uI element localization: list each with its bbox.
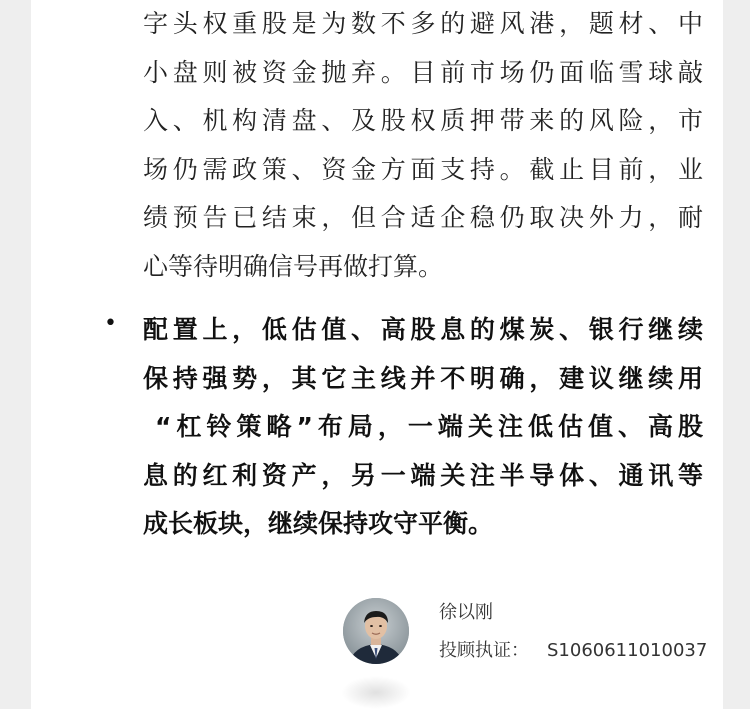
- text-line: 小盘则被资金抛弃。目前市场仍面临雪球敲: [143, 57, 703, 87]
- bullet-icon: •: [104, 311, 117, 336]
- portrait-icon: [343, 598, 409, 664]
- text-line: “杠铃策略”布局，一端关注低估值、高股: [155, 412, 703, 441]
- text-line: 息的红利资产，另一端关注半导体、通讯等: [143, 460, 703, 490]
- text-line: 成长板块，继续保持攻守平衡。: [143, 509, 494, 538]
- text-line: 字头权重股是为数不多的避风港，题材、中: [143, 9, 703, 38]
- text-line: 保持强势，其它主线并不明确，建议继续用: [143, 363, 703, 393]
- text-line: 场仍需政策、资金方面支持。截止目前，业: [143, 154, 703, 184]
- decorative-shadow: [341, 676, 411, 709]
- license-info: [439, 638, 707, 664]
- document-page: [31, 0, 723, 709]
- body-paragraph: [143, 0, 703, 291]
- signer-name: 徐以刚: [439, 602, 493, 623]
- bullet-paragraph: [143, 306, 703, 549]
- avatar: [343, 598, 409, 664]
- license-number: S1060611010037: [547, 640, 708, 661]
- text-line: 心等待明确信号再做打算。: [143, 251, 444, 281]
- license-label: 投顾执证：: [439, 640, 529, 661]
- text-line: 配置上，低估值、高股息的煤炭、银行继续: [143, 315, 703, 344]
- text-line: 绩预告已结束，但合适企稳仍取决外力，耐: [143, 203, 703, 232]
- text-line: 入、机构清盘、及股权质押带来的风险，市: [143, 106, 703, 135]
